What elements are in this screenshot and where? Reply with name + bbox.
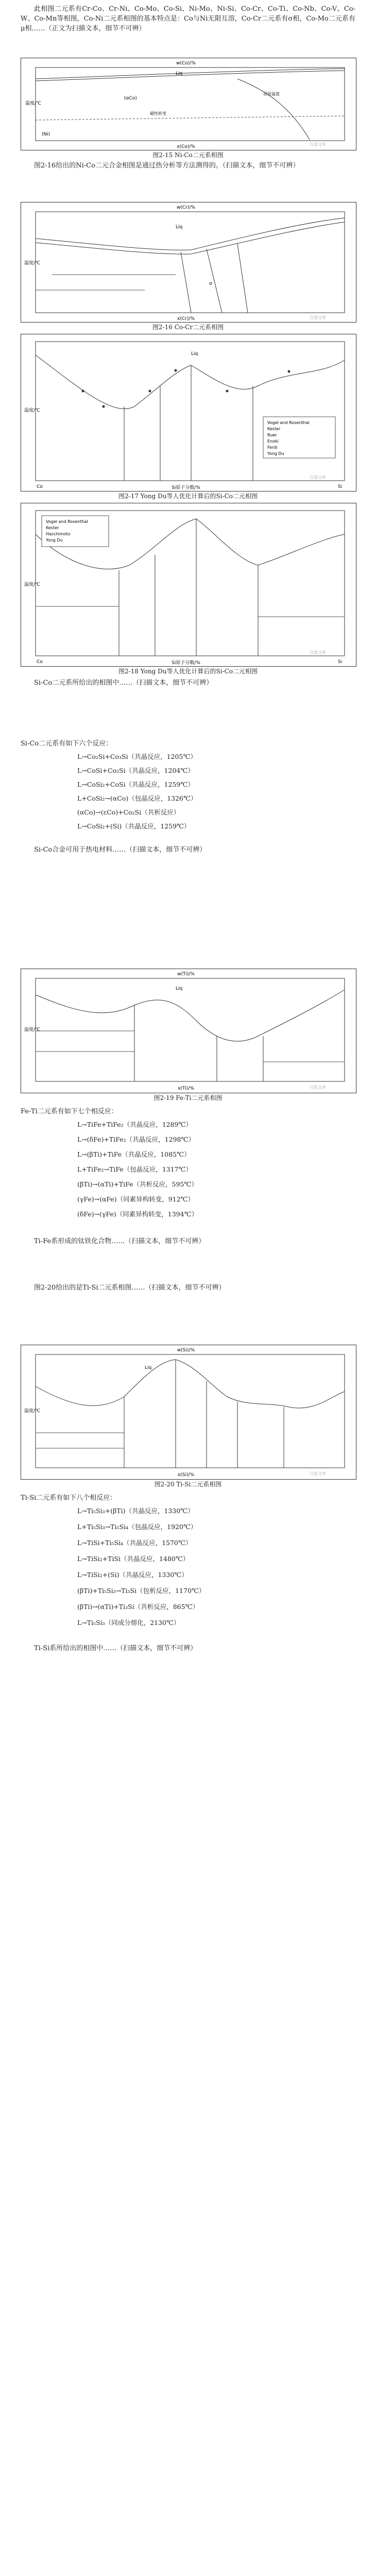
liq-label: Liq bbox=[145, 1365, 152, 1370]
sigma-label: σ bbox=[209, 281, 212, 286]
intro-paragraph: 此相图二元系有Cr-Co、Cr-Ni、Co-Mo、Co-Si、Ni-Mo、Ni-Si、Co-Cr、Co-Ti、Co-Nb、Co-V、Co-W、Co-Mn等相图，Co-Ni二元系相图的基本特点是：Co与Ni无限互溶，Co-Cr二元系有σ相，Co-Mo二元系有μ相……（正文为扫描文本，细节不可辨） bbox=[21, 5, 355, 32]
reaction: L→CoSi₂+CoSi（共晶反应，1259℃） bbox=[77, 781, 194, 788]
left-axis-label: 温度/℃ bbox=[24, 1027, 41, 1032]
reaction-list-title: Ti-Si二元系有如下八个相反应： bbox=[21, 1494, 117, 1502]
left-axis-label: 温度/℃ bbox=[24, 1409, 41, 1414]
reaction: L+TiFe₂→TiFe（包晶反应，1317℃） bbox=[77, 1165, 192, 1173]
watermark: 百度文库 bbox=[310, 142, 326, 147]
paragraph: Si-Co二元系所给出的相图中……（扫描文本，细节不可辨） bbox=[34, 679, 213, 687]
reaction: (βTi)→(αTi)+TiFe（共析反应，595℃） bbox=[77, 1180, 198, 1188]
bottom-axis-label: x(Ti)/% bbox=[178, 1086, 194, 1091]
figure-caption: 图2-18 Yong Du等人优化计算后的Si-Co二元相图 bbox=[118, 668, 258, 675]
legend-entry: Haschimoto bbox=[46, 532, 71, 536]
legend-entry: Enoki bbox=[267, 439, 279, 444]
left-axis-label: 温度/℃ bbox=[25, 101, 42, 106]
paragraph: Ti-Si系所给出的相图中……（扫描文本，细节不可辨） bbox=[34, 1645, 197, 1652]
bottom-axis-label: x(Cr)/% bbox=[177, 316, 195, 321]
top-axis-label: w(Co)/% bbox=[176, 61, 196, 66]
figure-co-cr bbox=[21, 202, 356, 323]
watermark: 百度文库 bbox=[310, 315, 326, 320]
top-axis-label: w(Si)/% bbox=[177, 1348, 195, 1353]
reaction-list bbox=[77, 1120, 294, 1225]
legend-entry: Kester bbox=[267, 427, 281, 431]
liq-label: Liq bbox=[176, 986, 183, 991]
watermark: 百度文库 bbox=[310, 475, 326, 480]
watermark: 百度文库 bbox=[310, 1085, 326, 1090]
left-axis-label: 温度/℃ bbox=[24, 261, 41, 266]
top-axis-label: w(Cr)/% bbox=[177, 205, 195, 210]
legend-entry: Vogel and Rosenthal bbox=[267, 420, 310, 425]
bottom-axis-label: Si原子分数/% bbox=[172, 660, 200, 666]
liq-label: Liq bbox=[176, 225, 183, 230]
left-axis-label: 温度/℃ bbox=[24, 582, 41, 587]
figure-caption: 图2-17 Yong Du等人优化计算后的Si-Co二元相图 bbox=[118, 493, 258, 500]
phase-diagram-co-cr bbox=[21, 202, 356, 322]
reaction: L→TiSi₂+TiSi（共晶反应，1480℃） bbox=[77, 1555, 190, 1563]
paragraph: 图2-20给出的是Ti-Si二元系相图……（扫描文本，细节不可辨） bbox=[34, 1284, 226, 1292]
si-label: Si bbox=[338, 659, 343, 665]
ni-label: (Ni) bbox=[42, 132, 50, 137]
legend-entry: Ruer bbox=[267, 433, 277, 437]
figure-ti-si bbox=[21, 1345, 356, 1480]
legend-entry: Yong Du bbox=[46, 538, 63, 543]
legend-entry: Kester bbox=[46, 526, 59, 530]
co-label: Co bbox=[37, 659, 43, 665]
phase-diagram-ti-si bbox=[21, 1345, 356, 1479]
legend-entry: Yong Du bbox=[267, 451, 284, 456]
reaction-list-title: Fe-Ti二元系有如下七个相反应： bbox=[21, 1108, 118, 1115]
reaction: L→CoSi+Co₂Si（共晶反应，1204℃） bbox=[77, 767, 194, 774]
si-label: Si bbox=[338, 484, 343, 489]
reaction: L→TiSi+Ti₅Si₄（共晶反应，1570℃） bbox=[77, 1539, 192, 1547]
figure-caption: 图2-20 Ti-Si二元系相图 bbox=[154, 1481, 222, 1488]
reaction-list bbox=[77, 1506, 294, 1634]
reaction: L→TiSi₂+(Si)（共晶反应，1330℃） bbox=[77, 1571, 188, 1579]
bottom-axis-label: Si原子分数/% bbox=[172, 485, 200, 490]
figure-ni-co bbox=[21, 58, 356, 150]
figure-si-co-1 bbox=[21, 334, 356, 492]
co-label: Co bbox=[37, 484, 43, 489]
reaction: L→Co₂Si+Co₃Si（共晶反应，1205℃） bbox=[77, 753, 197, 760]
watermark: 百度文库 bbox=[310, 650, 326, 655]
legend-entry: Vogel and Rosenthal bbox=[46, 519, 88, 524]
reaction: (γFe)→(αFe)（同素异构转变，912℃） bbox=[77, 1195, 195, 1203]
reaction: (αCo)→(εCo)+Co₂Si（共析反应） bbox=[77, 808, 180, 816]
watermark: 百度文库 bbox=[310, 1471, 326, 1476]
figure-fe-ti bbox=[21, 969, 356, 1093]
liq-label: Liq bbox=[191, 351, 198, 357]
bottom-axis-label: x(Si)/% bbox=[177, 1472, 195, 1478]
phase-diagram-si-co-2 bbox=[21, 503, 356, 666]
magnetic-label: 磁性转变 bbox=[150, 111, 166, 116]
figure-caption: 图2-19 Fe-Ti二元系相图 bbox=[153, 1094, 223, 1101]
reaction: L→(δFe)+TiFe₂（共晶反应，1298℃） bbox=[77, 1136, 195, 1143]
reaction: L→CoSi₂+(Si)（共晶反应，1259℃） bbox=[77, 822, 191, 830]
figure-si-co-2 bbox=[21, 503, 356, 667]
bottom-axis-label: x(Co)/% bbox=[177, 144, 195, 149]
reaction: L→Ti₅Si₃（同成分熔化，2130℃） bbox=[77, 1619, 180, 1626]
reaction: (δFe)→(γFe)（同素异构转变，1394℃） bbox=[77, 1210, 198, 1218]
figure-caption: 图2-16 Co-Cr二元系相图 bbox=[152, 324, 224, 331]
reaction: (βTi)→(αTi)+Ti₃Si（共析反应，865℃） bbox=[77, 1603, 199, 1611]
reaction-list-title: Si-Co二元系有如下六个反应： bbox=[21, 740, 113, 748]
liq-label: Liq bbox=[176, 71, 183, 76]
fcc-label: (αCo) bbox=[124, 96, 137, 101]
phase-diagram-ni-co bbox=[21, 58, 356, 150]
reaction: L+CoSi₂→(αCo)（包晶反应，1326℃） bbox=[77, 794, 197, 802]
paragraph: Si-Co合金可用于热电材料……（扫描文本，细节不可辨） bbox=[34, 846, 207, 854]
reaction: L→(βTi)+TiFe（共晶反应，1085℃） bbox=[77, 1150, 191, 1158]
paragraph: 图2-16给出的Ni-Co二元合金相图是通过热分析等方法测得的。（扫描文本，细节不可辨） bbox=[34, 162, 300, 170]
figure-caption: 图2-15 Ni-Co二元系相图 bbox=[152, 151, 224, 159]
reaction: L→Ti₅Si₃+(βTi)（共晶反应，1330℃） bbox=[77, 1507, 194, 1515]
reaction: L→TiFe+TiFe₂（共晶反应，1289℃） bbox=[77, 1121, 192, 1128]
phase-diagram-fe-ti bbox=[21, 969, 356, 1093]
curie-label: 居里温度 bbox=[263, 92, 280, 96]
reaction-list bbox=[77, 752, 294, 836]
reaction: (βTi)+Ti₅Si₃→Ti₃Si（包析反应，1170℃） bbox=[77, 1587, 206, 1595]
left-axis-label: 温度/℃ bbox=[24, 408, 41, 413]
phase-diagram-si-co-1 bbox=[21, 334, 356, 491]
top-axis-label: w(Ti)/% bbox=[177, 972, 195, 977]
paragraph: Ti-Fe系形成的钛铁化合物……（扫描文本，细节不可辨） bbox=[34, 1238, 206, 1245]
reaction: L+Ti₅Si₃→Ti₅Si₄（包晶反应，1920℃） bbox=[77, 1523, 197, 1531]
legend-entry: Ferdi bbox=[267, 445, 278, 450]
